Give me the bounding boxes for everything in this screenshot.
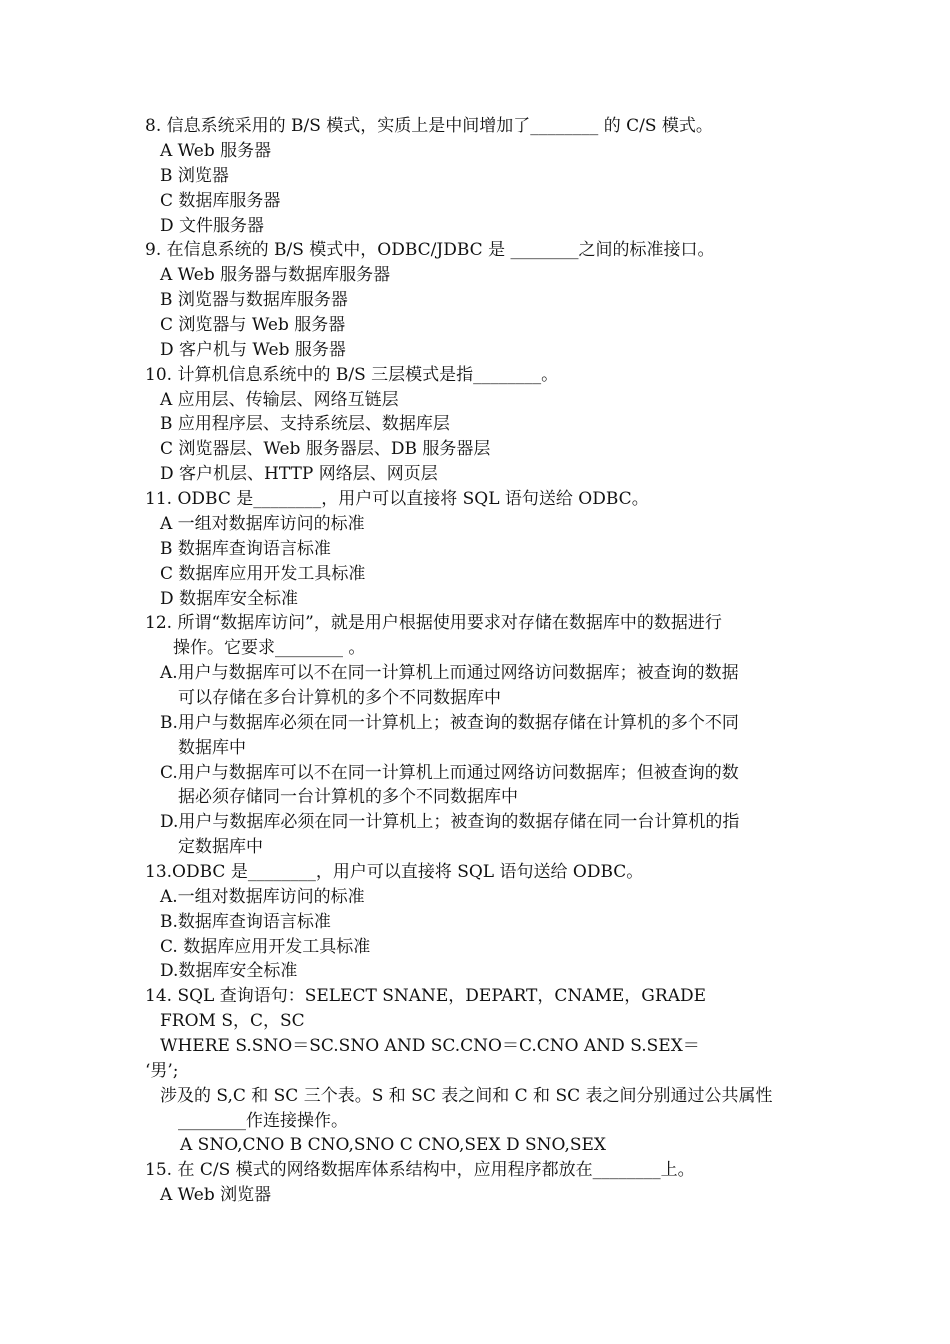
question-11-option-a: A 一组对数据库访问的标准 [160,514,365,534]
question-10-option-d: D 客户机层、HTTP 网络层、网页层 [160,464,438,484]
question-13-option-c: C. 数据库应用开发工具标准 [160,937,371,957]
question-15-option-a: A Web 浏览器 [160,1185,272,1205]
question-9-option-a: A Web 服务器与数据库服务器 [160,265,391,285]
question-10-option-a: A 应用层、传输层、网络互链层 [160,390,399,410]
question-13-option-b: B.数据库查询语言标准 [160,912,331,932]
question-10-option-b: B 应用程序层、支持系统层、数据库层 [160,414,450,434]
question-11-option-d: D 数据库安全标准 [160,589,299,609]
question-11-option-c: C 数据库应用开发工具标准 [160,564,366,584]
question-12-stem-line-2: 操作。它要求________ 。 [173,638,366,658]
question-14-options-row: A SNO,CNO B CNO,SNO C CNO,SEX D SNO,SEX [180,1135,607,1155]
question-14-sql-where: WHERE S.SNO＝SC.SNO AND SC.CNO＝C.CNO AND S.SEX＝ [160,1036,700,1056]
question-12-option-a-line-2: 可以存储在多台计算机的多个不同数据库中 [178,688,501,708]
question-13-option-a: A.一组对数据库访问的标准 [160,887,365,907]
question-14-desc-line-1: 涉及的 S,C 和 SC 三个表。S 和 SC 表之间和 C 和 SC 表之间分别通过公共属性 [160,1086,773,1106]
question-9-option-b: B 浏览器与数据库服务器 [160,290,348,310]
question-14-sql-from: FROM S，C，SC [160,1011,305,1031]
question-8-option-b: B 浏览器 [160,166,229,186]
question-10-option-c: C 浏览器层、Web 服务器层、DB 服务器层 [160,439,491,459]
question-9-stem: 9. 在信息系统的 B/S 模式中，ODBC/JDBC 是 ________之间的标准接口。 [145,240,715,260]
question-8-option-c: C 数据库服务器 [160,191,281,211]
question-12-option-d-line-1: D.用户与数据库必须在同一计算机上；被查询的数据存储在同一台计算机的指 [160,812,740,832]
question-13-stem: 13.ODBC 是________，用户可以直接将 SQL 语句送给 ODBC。 [145,862,644,882]
question-13-option-d: D.数据库安全标准 [160,961,298,981]
question-14-sql-wrap: ‘男’; [145,1061,179,1081]
question-15-stem: 15. 在 C/S 模式的网络数据库体系结构中，应用程序都放在________上。 [145,1160,695,1180]
question-12-option-b-line-2: 数据库中 [178,738,246,758]
question-12-stem-line-1: 12. 所谓“数据库访问”，就是用户根据使用要求对存储在数据库中的数据进行 [145,613,722,633]
question-9-option-c: C 浏览器与 Web 服务器 [160,315,346,335]
question-11-option-b: B 数据库查询语言标准 [160,539,331,559]
question-12-option-c-line-1: C.用户与数据库可以不在同一计算机上而通过网络访问数据库；但被查询的数 [160,763,739,783]
question-12-option-c-line-2: 据必须存储同一台计算机的多个不同数据库中 [178,787,518,807]
question-9-option-d: D 客户机与 Web 服务器 [160,340,346,360]
question-8-option-d: D 文件服务器 [160,216,265,236]
question-12-option-b-line-1: B.用户与数据库必须在同一计算机上；被查询的数据存储在计算机的多个不同 [160,713,739,733]
question-12-option-d-line-2: 定数据库中 [178,837,263,857]
question-14-stem: 14. SQL 查询语句：SELECT SNANE，DEPART，CNAME，GRADE [145,986,707,1006]
question-8-stem: 8. 信息系统采用的 B/S 模式，实质上是中间增加了________ 的 C/S 模式。 [145,116,713,136]
question-10-stem: 10. 计算机信息系统中的 B/S 三层模式是指________。 [145,365,559,385]
question-11-stem: 11. ODBC 是________，用户可以直接将 SQL 语句送给 ODBC。 [145,489,649,509]
question-14-desc-line-2: ________作连接操作。 [178,1111,348,1131]
question-8-option-a: A Web 服务器 [160,141,272,161]
question-12-option-a-line-1: A.用户与数据库可以不在同一计算机上而通过网络访问数据库；被查询的数据 [160,663,739,683]
